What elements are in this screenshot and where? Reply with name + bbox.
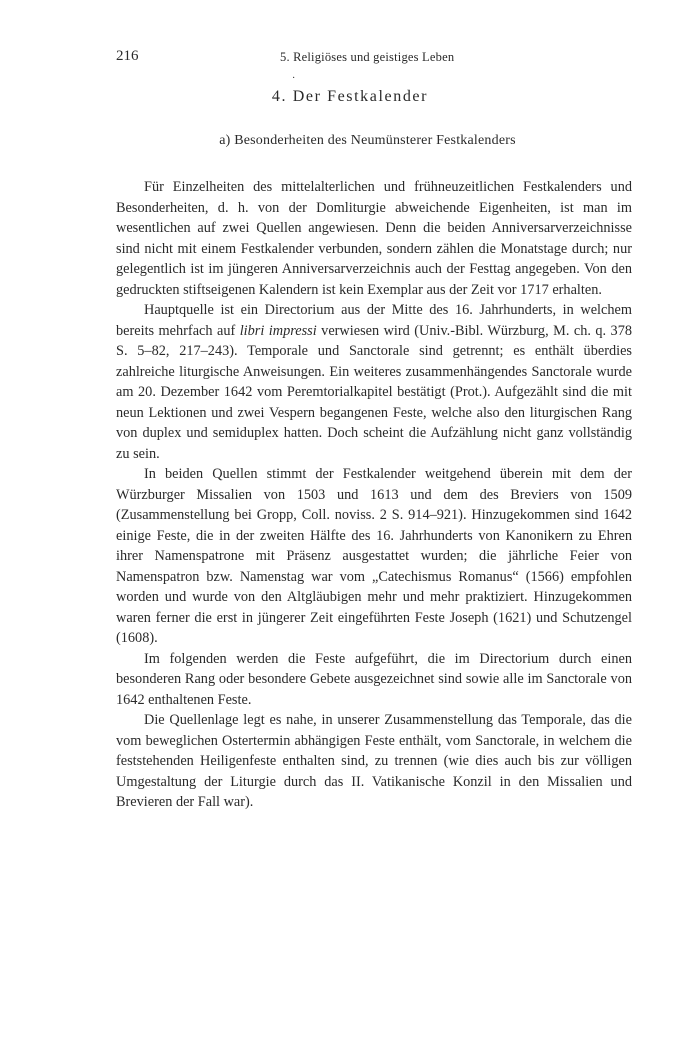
paragraph-5: Die Quellenlage legt es nahe, in unserer Zusammenstellung das Temporale, das die vom beweglichen Ostertermin abhängigen Feste enthält, vom Sanctorale, in welchem die feststehenden Heiligenfeste enthalten sind, zu trennen (wie dies auch bis zur völligen Umgestaltung der Liturgie durch das II. Vatikanische Konzil in den Missalien und Brevieren der Fall war). xyxy=(116,712,632,810)
paragraph-4: Im folgenden werden die Feste aufgeführt, die im Directorium durch einen besonderen Rang oder besondere Gebete ausgezeichnet sind sowie alle im Sanctorale von 1642 enthaltenen Feste. xyxy=(116,650,632,708)
paragraph-3: In beiden Quellen stimmt der Festkalender weitgehend überein mit dem der Würzburger Missalien von 1503 und 1613 und dem des Breviers von 1509 (Zusammenstellung bei Gropp, Coll. noviss. 2 S. 914–921). Hinzugekommen sind 1642 einige Feste, die in der zweiten Hälfte des 16. Jahrhunderts von Kanonikern zu Ehren ihrer Namenspatrone mit Präsenz ausgestattet wurden; die jährliche Feier von Namenspatron bzw. Namenstag war vom „Catechismus Romanus“ (1566) empfohlen worden und wurde von den Altgläubigen mehr und mehr praktiziert. Hinzugekommen waren ferner die erst in jüngerer Zeit eingeführten Feste Joseph (1621) und Schutzengel (1608). xyxy=(116,466,632,646)
running-title: 5. Religiöses und geistiges Leben xyxy=(280,50,455,64)
body-text xyxy=(116,177,632,813)
paragraph-2-text-after: verwiesen wird (Univ.-Bibl. Würzburg, M. ch. q. 378 S. 5–82, 217–243). Temporale und Sanctorale sind getrennt; es enthält überdies zahlreiche liturgische Anweisungen. Ein weiteres zusammenhängendes Sanctorale wurde am 20. Dezember 1642 vom Peremtorialkapitel bestätigt (Prot.). Aufgezählt sind die mit neun Lektionen und zwei Vespern begangenen Feste, welche also den liturgischen Rang von duplex und semiduplex hatten. Doch scheint die Aufzählung nicht ganz vollständig zu sein. xyxy=(116,322,632,462)
paragraph-2-text-before: Hauptquelle ist ein Directorium aus der Mitte des 16. Jahrhunderts, in welchem bereits mehrfach auf xyxy=(116,302,632,339)
stray-dot: · xyxy=(292,73,296,84)
chapter-title: 4. Der Festkalender xyxy=(271,88,429,105)
paragraph-2-italic-term: libri impressi xyxy=(239,322,317,339)
paragraph-1: Für Einzelheiten des mittelalterlichen und frühneuzeitlichen Festkalenders und Besonderheiten, d. h. von der Domliturgie abweichende Eigenheiten, ist man im wesentlichen auf zwei Quellen angewiesen. Denn die beiden Anniversarverzeichnisse sind nicht mit einem Festkalender verbunden, sondern zählen die Monatstage durch; nur gelegentlich ist im jüngeren Anniversarverzeichnis auch der Festtag angegeben. Von den gedruckten stiftseigenen Kalendern ist kein Exemplar aus der Zeit vor 1717 erhalten. xyxy=(116,179,632,298)
paragraph-2 xyxy=(116,300,632,464)
running-head xyxy=(116,48,632,70)
section-title: a) Besonderheiten des Neumünsterer Festkalenders xyxy=(219,133,516,148)
page-number: 216 xyxy=(116,48,139,64)
